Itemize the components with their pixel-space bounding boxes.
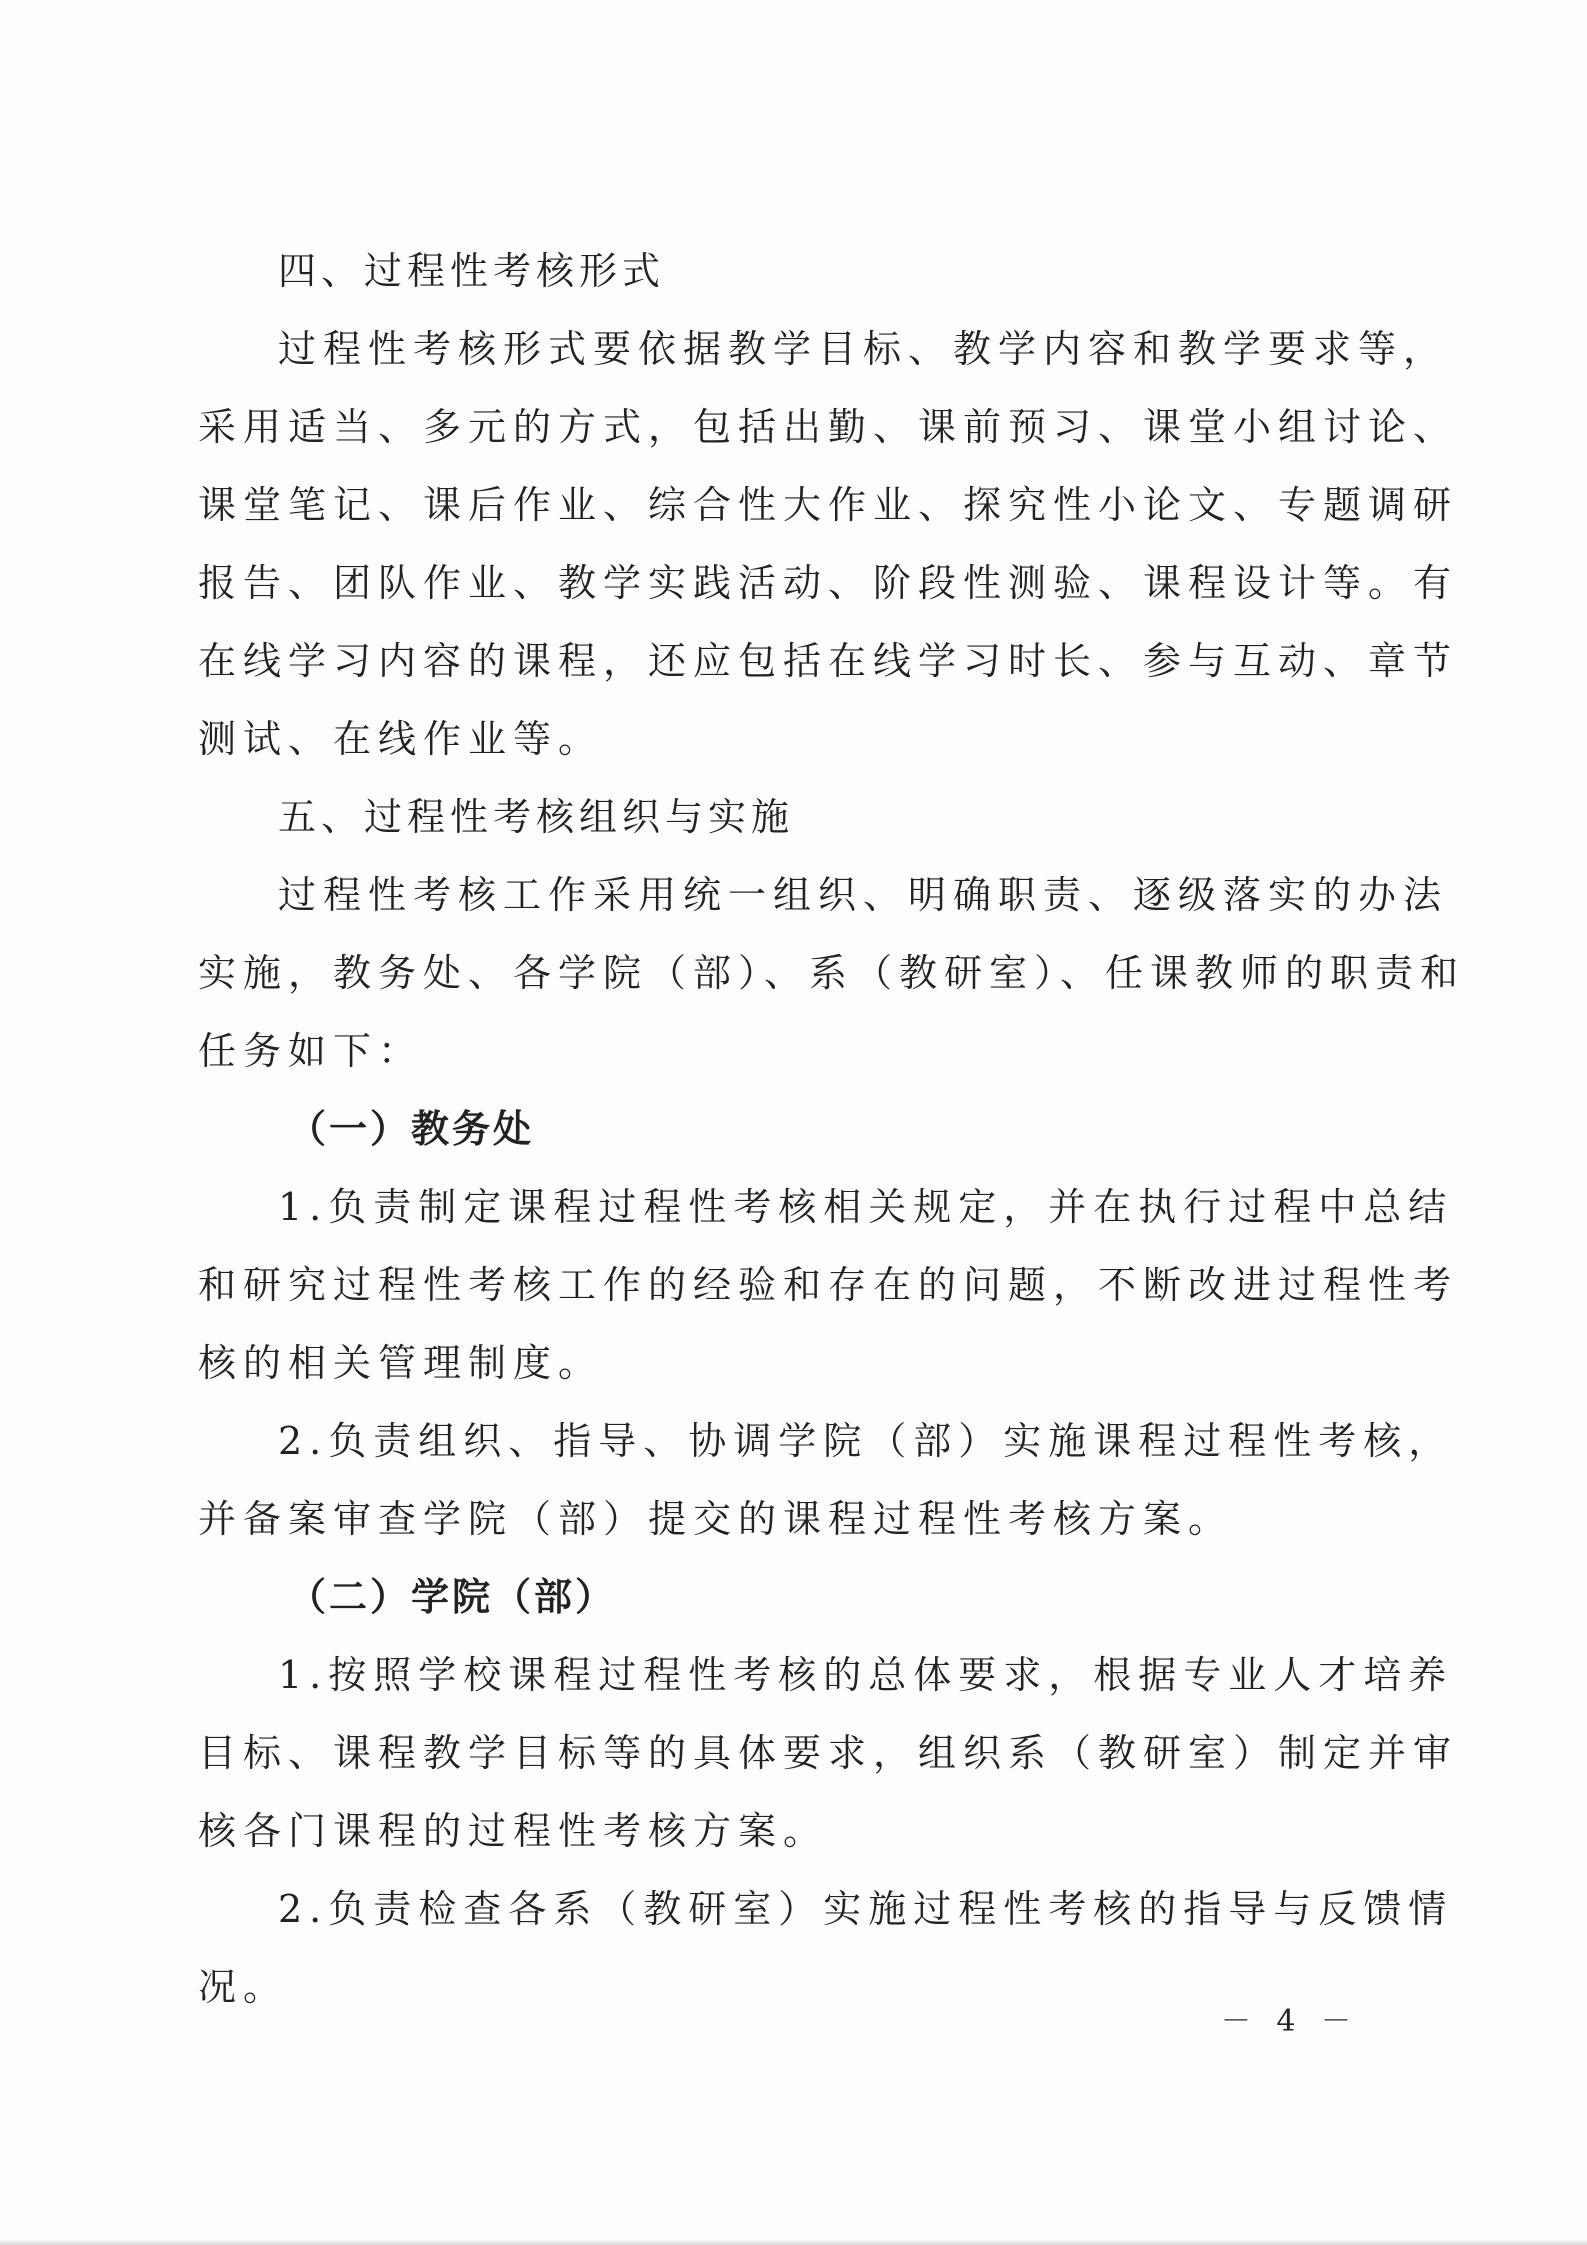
- text-line: 况。: [198, 1965, 289, 2009]
- text-line: 测试、在线作业等。: [198, 717, 604, 761]
- text-line: 核各门课程的过程性考核方案。: [198, 1809, 829, 1853]
- page-number: － 4 －: [1220, 2004, 1359, 2039]
- text-line: 2.负责组织、指导、协调学院（部）实施课程过程性考核，: [278, 1419, 1454, 1463]
- subsection-heading: （一）教务处: [288, 1107, 535, 1151]
- paragraph: [198, 856, 1466, 1090]
- text-line: 核的相关管理制度。: [198, 1341, 604, 1385]
- paragraph: [198, 1870, 1454, 2026]
- text-line: 目标、课程教学目标等的具体要求，组织系（教研室）制定并审: [198, 1731, 1459, 1775]
- text-line: 过程性考核工作采用统一组织、明确职责、逐级落实的办法: [278, 873, 1449, 917]
- paragraph: [198, 1402, 1454, 1558]
- section-heading: 四、过程性考核形式: [278, 249, 666, 293]
- text-line: 课堂笔记、课后作业、综合性大作业、探究性小论文、专题调研: [198, 483, 1459, 527]
- text-line: 任务如下：: [198, 1029, 424, 1073]
- text-line: 和研究过程性考核工作的经验和存在的问题，不断改进过程性考: [198, 1263, 1459, 1307]
- text-line: 1.按照学校课程过程性考核的总体要求，根据专业人才培养: [278, 1653, 1454, 1697]
- paragraph: [198, 1636, 1459, 1870]
- text-line: 过程性考核形式要依据教学目标、教学内容和教学要求等，: [278, 327, 1449, 371]
- paragraph: [198, 1168, 1459, 1402]
- scan-bottom-edge: [0, 2239, 1587, 2245]
- paragraph: [198, 310, 1459, 778]
- text-line: 2.负责检查各系（教研室）实施过程性考核的指导与反馈情: [278, 1887, 1454, 1931]
- text-line: 在线学习内容的课程，还应包括在线学习时长、参与互动、章节: [198, 639, 1459, 683]
- text-line: 1.负责制定课程过程性考核相关规定，并在执行过程中总结: [278, 1185, 1454, 1229]
- text-line: 报告、团队作业、教学实践活动、阶段性测验、课程设计等。有: [198, 561, 1459, 605]
- text-line: 实施，教务处、各学院（部）、系（教研室）、任课教师的职责和: [198, 951, 1466, 995]
- text-line: 并备案审查学院（部）提交的课程过程性考核方案。: [198, 1497, 1234, 1541]
- document-body: [198, 232, 1466, 2026]
- subsection-heading: （二）学院（部）: [288, 1575, 617, 1619]
- section-heading: 五、过程性考核组织与实施: [278, 795, 795, 839]
- text-line: 采用适当、多元的方式，包括出勤、课前预习、课堂小组讨论、: [198, 405, 1459, 449]
